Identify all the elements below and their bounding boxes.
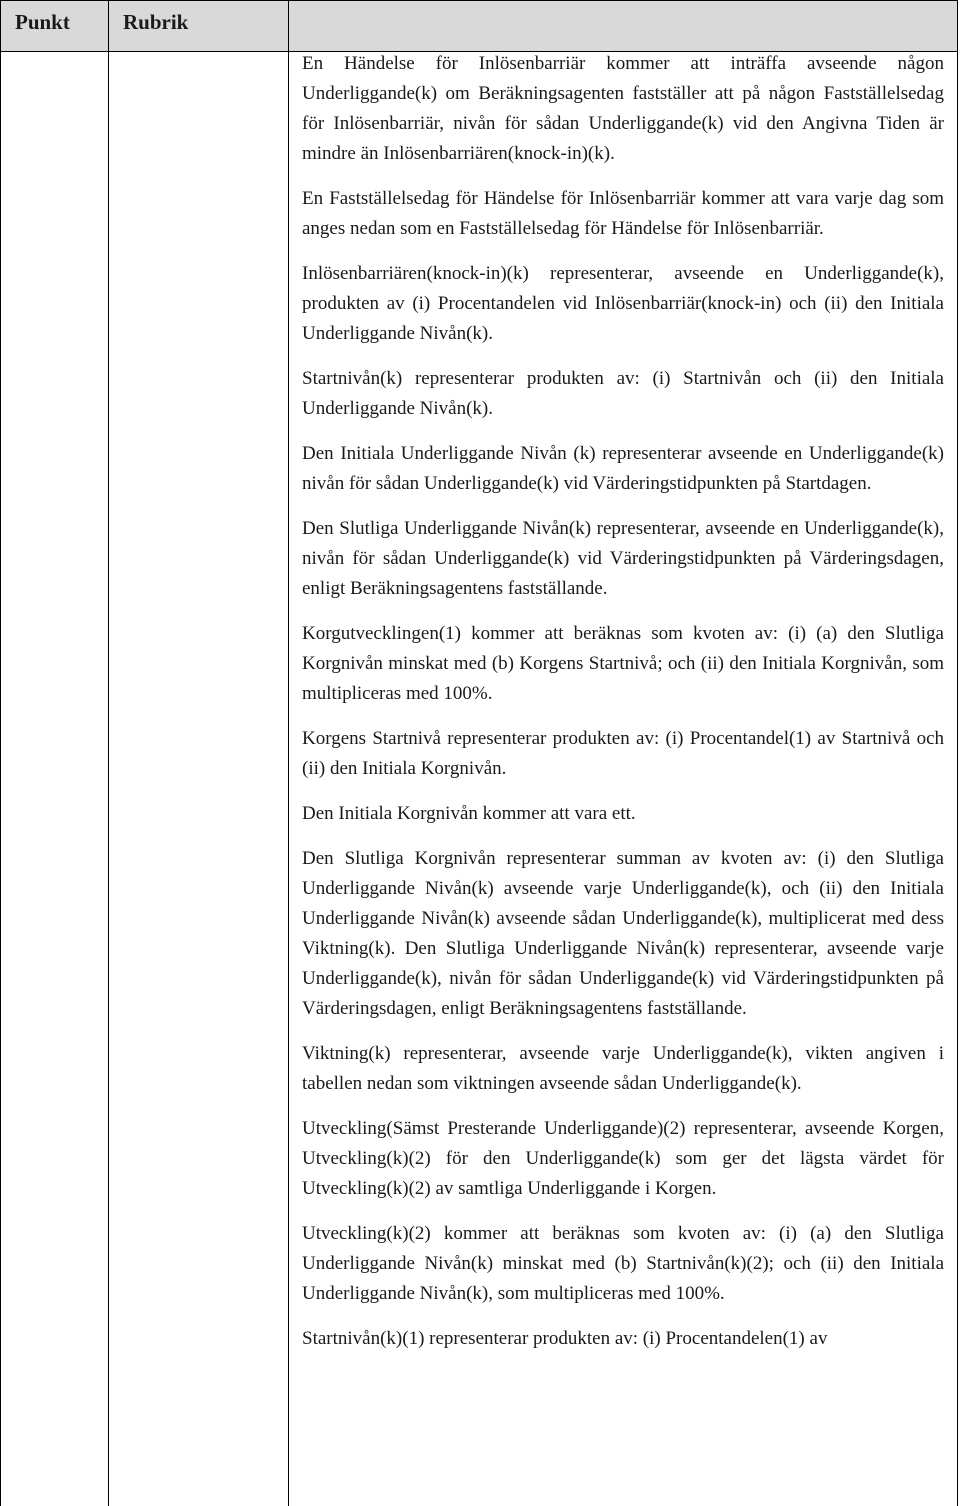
paragraph: Viktning(k) representerar, avseende varje Underliggande(k), vikten angiven i tabellen nedan som viktningen avseende sådan Underliggande(k). [302,1043,944,1094]
paragraph: Korgens Startnivå representerar produkten av: (i) Procentandel(1) av Startnivå och (ii) den Initiala Korgnivån. [302,728,944,779]
paragraph: Den Initiala Korgnivån kommer att vara ett. [302,803,636,824]
paragraph: Utveckling(Sämst Presterande Underliggande)(2) representerar, avseende Korgen, Utveckling(k)(2) för den Underliggande(k) som ger det lägsta värdet för Utveckling(k)(2) av samtliga Underliggande i Korgen. [302,1118,944,1199]
paragraph: Startnivån(k) representerar produkten av: (i) Startnivån och (ii) den Initiala Underliggande Nivån(k). [302,368,944,419]
paragraph: Inlösenbarriären(knock-in)(k) representerar, avseende en Underliggande(k), produkten av (i) Procentandelen vid Inlösenbarriär(knock-in) och (ii) den Initiala Underliggande Nivån(k). [302,263,944,344]
paragraph: Den Slutliga Underliggande Nivån(k) representerar, avseende en Underliggande(k), nivån för sådan Underliggande(k) vid Värderingstidpunkten på Värderingsdagen, enligt Beräkningsagentens fastställande. [302,518,944,599]
column-divider-2 [288,0,289,1506]
paragraph: Korgutvecklingen(1) kommer att beräknas som kvoten av: (i) (a) den Slutliga Korgnivån minskat med (b) Korgens Startnivå; och (ii) den Initiala Korgnivån, som multipliceras med 100%. [302,623,944,704]
paragraph: Startnivån(k)(1) representerar produkten av: (i) Procentandelen(1) av [302,1328,828,1349]
paragraph: Den Initiala Underliggande Nivån (k) representerar avseende en Underliggande(k) nivån för sådan Underliggande(k) vid Värderingstidpunkten på Startdagen. [302,443,944,494]
definition-text [302,49,944,1369]
paragraph: En Fastställelsedag för Händelse för Inlösenbarriär kommer att vara varje dag som anges nedan som en Fastställelsedag för Händelse för Inlösenbarriär. [302,188,944,239]
header-rubrik: Rubrik [123,10,189,34]
table-header [1,0,957,52]
column-divider-1 [108,0,109,1506]
paragraph: Den Slutliga Korgnivån representerar summan av kvoten av: (i) den Slutliga Underliggande Nivån(k) avseende varje Underliggande(k), och (ii) den Initiala Underliggande Nivån(k) avseende sådan Underliggande(k), multiplicerat med dess Viktning(k). Den Slutliga Underliggande Nivån(k) representerar, avseende varje Underliggande(k), nivån för sådan Underliggande(k) vid Värderingstidpunkten på Värderingsdagen, enligt Beräkningsagentens fastställande. [302,848,944,1019]
paragraph: En Händelse för Inlösenbarriär kommer att inträffa avseende någon Underliggande(k) om Beräkningsagenten fastställer att på någon Fastställelsedag för Inlösenbarriär, nivån för sådan Underliggande(k) vid den Angivna Tiden är mindre än Inlösenbarriären(knock-in)(k). [302,53,944,164]
header-punkt: Punkt [15,10,70,34]
paragraph: Utveckling(k)(2) kommer att beräknas som kvoten av: (i) (a) den Slutliga Underliggande Nivån(k) minskat med (b) Startnivån(k)(2); och (ii) den Initiala Underliggande Nivån(k), som multipliceras med 100%. [302,1223,944,1304]
